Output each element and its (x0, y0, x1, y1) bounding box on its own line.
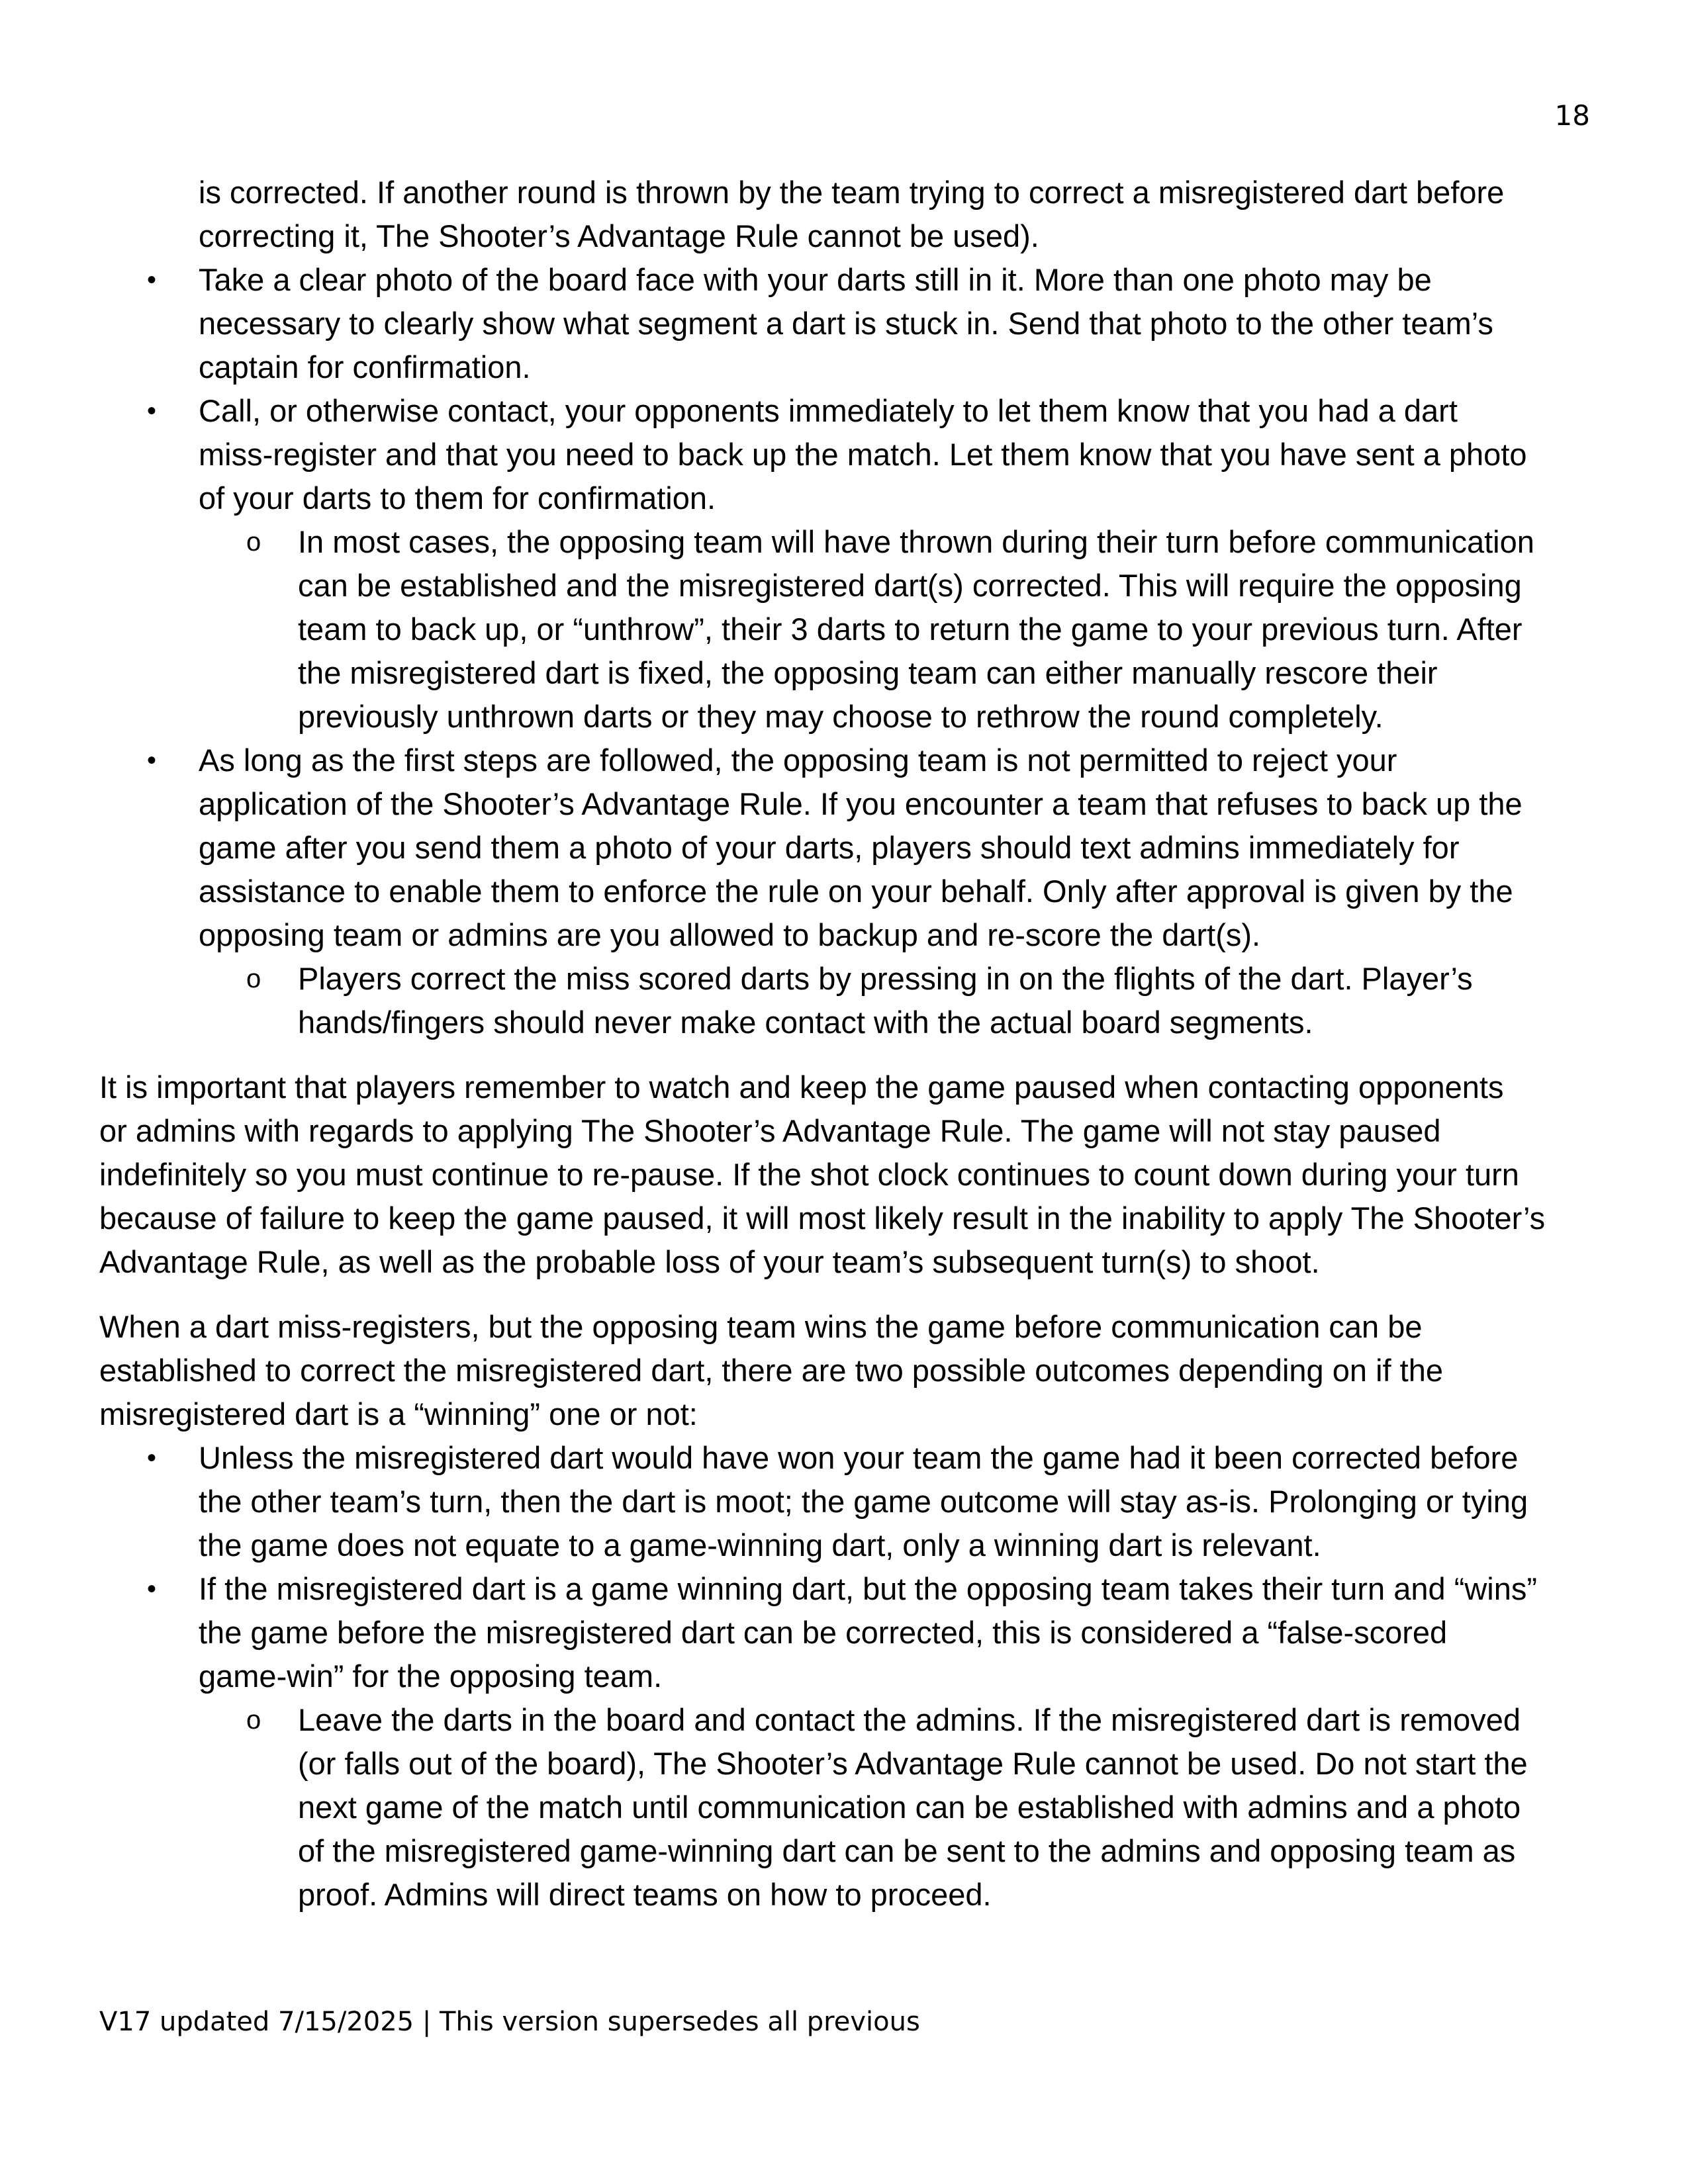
bullet-marker: • (147, 396, 157, 426)
text-line: Advantage Rule, as well as the probable loss of your team’s subsequent turn(s) to shoot. (99, 1244, 1320, 1279)
sub-list-item (199, 957, 1595, 1044)
bullet-list-2 (99, 1436, 1595, 1917)
sub-list (199, 957, 1595, 1044)
text-line: is corrected. If another round is thrown by the team trying to correct a misregistered dart before (199, 175, 1505, 210)
document-body (99, 171, 1595, 1917)
paragraph-pause-reminder (99, 1066, 1595, 1284)
text-line: application of the Shooter’s Advantage Rule. If you encounter a team that refuses to back up the (199, 786, 1523, 821)
text-line: If the misregistered dart is a game winning dart, but the opposing team takes their turn and “wins” (199, 1571, 1538, 1606)
text-line: miss-register and that you need to back up the match. Let them know that you have sent a photo (199, 437, 1527, 472)
text-line: previously unthrown darts or they may choose to rethrow the round completely. (298, 699, 1383, 734)
sub-bullet-marker: o (246, 1706, 261, 1735)
text-line: established to correct the misregistered dart, there are two possible outcomes depending on if the (99, 1353, 1443, 1388)
text-line: hands/fingers should never make contact with the actual board segments. (298, 1005, 1313, 1040)
list-item (99, 258, 1595, 389)
continuation-text (99, 171, 1595, 258)
list-item (99, 1567, 1595, 1917)
text-line: necessary to clearly show what segment a dart is stuck in. Send that photo to the other team’s (199, 306, 1493, 341)
text-line: the game does not equate to a game-winning dart, only a winning dart is relevant. (199, 1527, 1321, 1563)
text-line: When a dart miss-registers, but the opposing team wins the game before communication can be (99, 1309, 1423, 1344)
text-line: correcting it, The Shooter’s Advantage Rule cannot be used). (199, 218, 1039, 253)
paragraph-outcomes-intro (99, 1305, 1595, 1436)
page-footer: V17 updated 7/15/2025 | This version supersedes all previous (99, 2007, 920, 2037)
text-line: of the misregistered game-winning dart can be sent to the admins and opposing team as (298, 1833, 1516, 1868)
text-line: captain for confirmation. (199, 349, 531, 385)
sub-bullet-marker: o (246, 964, 261, 993)
text-line: because of failure to keep the game paused, it will most likely result in the inability to apply The Shooter’s (99, 1201, 1546, 1236)
text-line: assistance to enable them to enforce the rule on your behalf. Only after approval is given by the (199, 874, 1513, 909)
bullet-marker: • (147, 1574, 157, 1604)
text-line: indefinitely so you must continue to re-pause. If the shot clock continues to count down during your turn (99, 1157, 1519, 1192)
sub-list-item (199, 1698, 1595, 1917)
text-line: game after you send them a photo of your darts, players should text admins immediately for (199, 830, 1460, 865)
text-line: the other team’s turn, then the dart is moot; the game outcome will stay as-is. Prolonging or tying (199, 1484, 1528, 1519)
bullet-marker: • (147, 1443, 157, 1473)
list-item (99, 739, 1595, 1044)
text-line: misregistered dart is a “winning” one or not: (99, 1396, 698, 1432)
text-line: opposing team or admins are you allowed to backup and re-score the dart(s). (199, 917, 1261, 952)
sub-list-item (199, 520, 1595, 739)
list-item (99, 389, 1595, 739)
text-line: Unless the misregistered dart would have won your team the game had it been corrected before (199, 1440, 1519, 1475)
text-line: game-win” for the opposing team. (199, 1659, 663, 1694)
text-line: can be established and the misregistered dart(s) corrected. This will require the opposing (298, 568, 1522, 603)
bullet-marker: • (147, 746, 157, 775)
text-line: proof. Admins will direct teams on how to proceed. (298, 1877, 992, 1912)
text-line: Call, or otherwise contact, your opponents immediately to let them know that you had a dart (199, 393, 1458, 428)
text-line: the misregistered dart is fixed, the opposing team can either manually rescore their (298, 655, 1438, 690)
sub-list (199, 1698, 1595, 1917)
text-line: Players correct the miss scored darts by pressing in on the flights of the dart. Player’s (298, 961, 1473, 996)
list-item (99, 1436, 1595, 1567)
text-line: As long as the first steps are followed, the opposing team is not permitted to reject your (199, 743, 1397, 778)
text-line: team to back up, or “unthrow”, their 3 darts to return the game to your previous turn. After (298, 612, 1523, 647)
text-line: In most cases, the opposing team will have thrown during their turn before communication (298, 524, 1534, 559)
page-number: 18 (1554, 99, 1590, 132)
text-line: Leave the darts in the board and contact the admins. If the misregistered dart is removed (298, 1702, 1521, 1737)
bullet-list-1 (99, 258, 1595, 1044)
sub-list (199, 520, 1595, 739)
text-line: (or falls out of the board), The Shooter’s Advantage Rule cannot be used. Do not start the (298, 1746, 1528, 1781)
text-line: It is important that players remember to watch and keep the game paused when contacting opponents (99, 1069, 1504, 1105)
sub-bullet-marker: o (246, 527, 261, 557)
text-line: the game before the misregistered dart can be corrected, this is considered a “false-scored (199, 1615, 1448, 1650)
bullet-marker: • (147, 265, 157, 295)
text-line: next game of the match until communication can be established with admins and a photo (298, 1790, 1521, 1825)
text-line: Take a clear photo of the board face with your darts still in it. More than one photo may be (199, 262, 1432, 297)
text-line: or admins with regards to applying The Shooter’s Advantage Rule. The game will not stay paused (99, 1113, 1441, 1148)
text-line: of your darts to them for confirmation. (199, 480, 716, 516)
